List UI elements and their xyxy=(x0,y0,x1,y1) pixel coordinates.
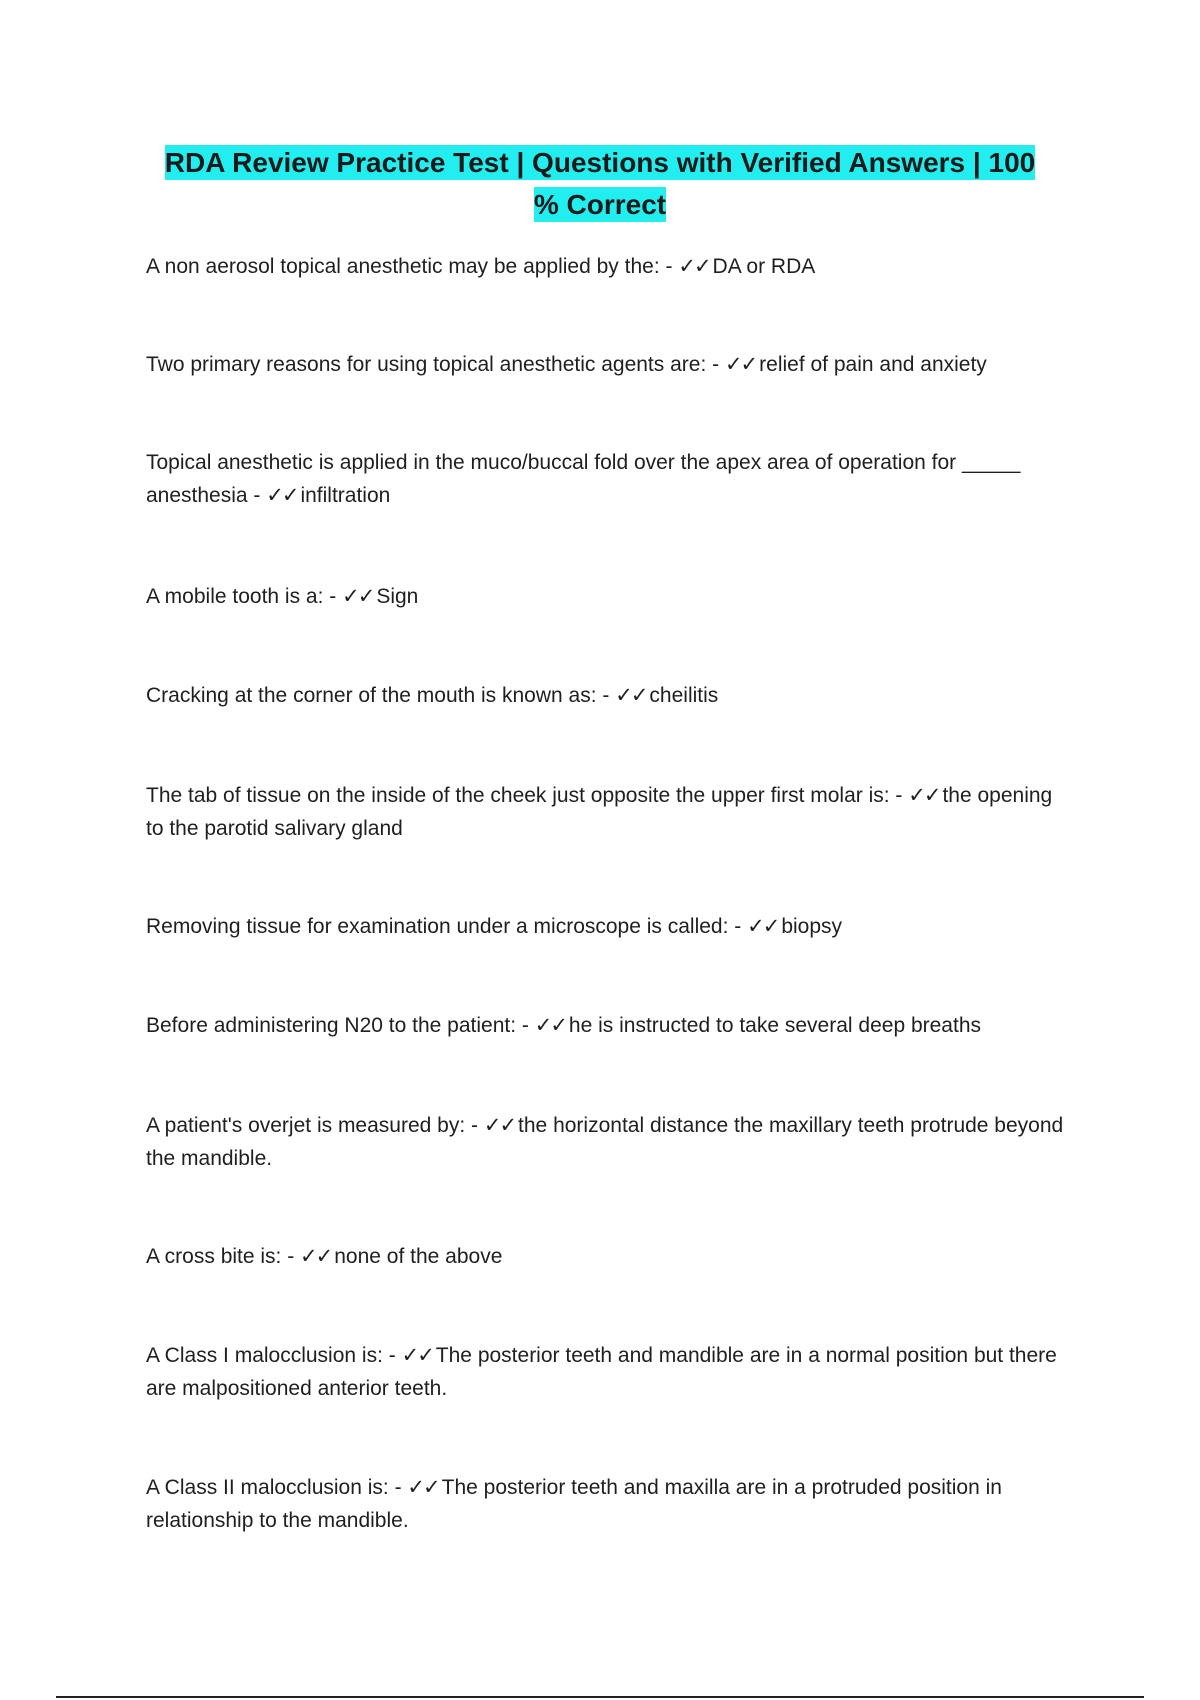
check-icon: ✓✓ xyxy=(401,1344,433,1367)
answer-text: infiltration xyxy=(300,484,391,507)
question-text: Before administering N20 to the patient: - xyxy=(146,1014,535,1037)
question-text: A Class I malocclusion is: - xyxy=(146,1344,402,1367)
check-icon: ✓✓ xyxy=(678,255,710,278)
title-line-2: % Correct xyxy=(533,189,667,220)
document-title xyxy=(140,142,1060,226)
qa-item-3 xyxy=(146,446,1066,512)
question-text: Topical anesthetic is applied in the muco/buccal fold over the apex area of operation for _____ anesthesia - xyxy=(146,451,1021,507)
qa-item-6 xyxy=(146,779,1066,845)
check-icon: ✓✓ xyxy=(747,915,779,938)
check-icon: ✓✓ xyxy=(724,353,757,376)
check-icon: ✓✓ xyxy=(300,1245,332,1268)
check-icon: ✓✓ xyxy=(534,1014,566,1037)
title-line-1: RDA Review Practice Test | Questions with Verified Answers | 100 xyxy=(164,147,1036,178)
qa-item-12 xyxy=(146,1471,1066,1537)
check-icon: ✓✓ xyxy=(615,684,647,707)
question-text: Removing tissue for examination under a microscope is called: - xyxy=(146,915,748,938)
qa-item-9 xyxy=(146,1109,1066,1175)
answer-text: The posterior teeth and mandible are in a normal position but there are malpositioned anterior teeth. xyxy=(146,1344,1057,1400)
check-icon: ✓✓ xyxy=(266,484,298,507)
qa-item-5 xyxy=(146,679,1066,712)
answer-text: The posterior teeth and maxilla are in a protruded position in relationship to the mandible. xyxy=(146,1476,1002,1532)
question-text: Two primary reasons for using topical anesthetic agents are: - xyxy=(146,353,725,376)
question-text: A Class II malocclusion is: - xyxy=(146,1476,408,1499)
qa-item-2 xyxy=(146,348,1066,381)
answer-text: relief of pain and anxiety xyxy=(759,353,987,376)
qa-item-4 xyxy=(146,580,1066,613)
question-text: A mobile tooth is a: - xyxy=(146,585,343,608)
answer-text: Sign xyxy=(376,585,419,608)
answer-text: the horizontal distance the maxillary teeth protrude beyond the mandible. xyxy=(146,1114,1064,1170)
qa-item-11 xyxy=(146,1339,1066,1405)
answer-text: he is instructed to take several deep breaths xyxy=(568,1014,981,1037)
answer-text: none of the above xyxy=(334,1245,503,1268)
check-icon: ✓✓ xyxy=(342,585,374,608)
footer-divider xyxy=(56,1696,1144,1698)
qa-item-10 xyxy=(146,1240,1066,1273)
qa-item-7 xyxy=(146,910,1066,943)
answer-text: the opening to the parotid salivary gland xyxy=(146,784,1053,840)
question-text: A cross bite is: - xyxy=(146,1245,301,1268)
answer-text: biopsy xyxy=(781,915,843,938)
question-text: The tab of tissue on the inside of the cheek just opposite the upper first molar is: - xyxy=(146,784,909,807)
answer-text: DA or RDA xyxy=(712,255,816,278)
check-icon: ✓✓ xyxy=(407,1476,439,1499)
question-text: A patient's overjet is measured by: - xyxy=(146,1114,484,1137)
check-icon: ✓✓ xyxy=(908,784,940,807)
answer-text: cheilitis xyxy=(649,684,719,707)
question-text: Cracking at the corner of the mouth is known as: - xyxy=(146,684,616,707)
qa-item-8 xyxy=(146,1009,1066,1042)
qa-item-1 xyxy=(146,250,1066,283)
question-text: A non aerosol topical anesthetic may be applied by the: - xyxy=(146,255,679,278)
check-icon: ✓✓ xyxy=(483,1114,516,1137)
